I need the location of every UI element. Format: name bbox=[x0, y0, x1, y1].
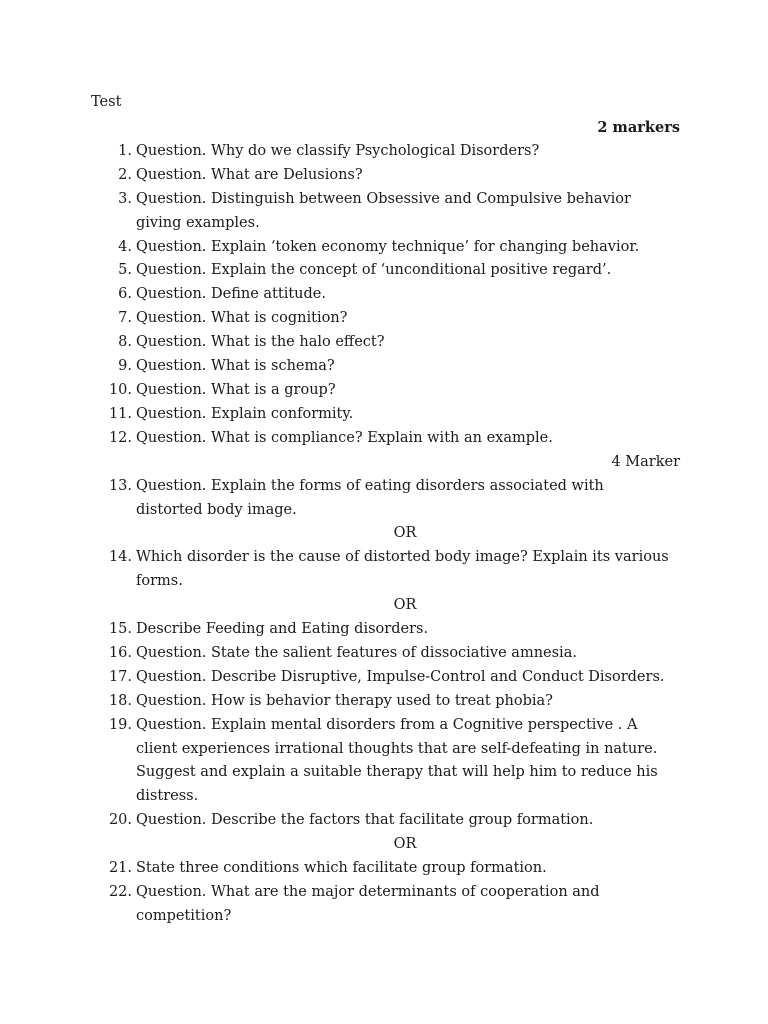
or-separator: OR bbox=[393, 525, 417, 542]
question-item bbox=[100, 164, 680, 188]
question-text: Question. What are the major determinants of cooperation and bbox=[136, 884, 600, 900]
question-text: Question. What is compliance? Explain with an example. bbox=[136, 429, 553, 446]
question-list bbox=[100, 116, 680, 929]
question-item bbox=[100, 236, 680, 260]
question-number: 16. bbox=[108, 644, 132, 661]
question-text: Question. Distinguish between Obsessive and Compulsive behavior bbox=[136, 190, 631, 207]
question-number: 3. bbox=[118, 190, 132, 207]
page-title: Test bbox=[91, 94, 122, 110]
question-number: 2. bbox=[118, 166, 132, 183]
question-text: Question. Explain ‘token economy technique’ for changing behavior. bbox=[136, 238, 640, 255]
section-heading-2-markers: 2 markers bbox=[597, 119, 680, 136]
question-text: Question. What is the halo effect? bbox=[136, 334, 385, 351]
question-text: Question. Describe Disruptive, Impulse-Control and Conduct Disorders. bbox=[136, 668, 665, 685]
question-text: Question. How is behavior therapy used to treat phobia? bbox=[136, 692, 553, 709]
question-text: Question. What are Delusions? bbox=[136, 166, 363, 183]
question-text: competition? bbox=[136, 907, 232, 924]
question-item bbox=[100, 140, 680, 164]
question-item bbox=[100, 427, 680, 451]
question-text: Question. Explain mental disorders from a Cognitive perspective . A bbox=[136, 716, 638, 733]
question-item bbox=[100, 857, 680, 881]
question-text: Question. Explain conformity. bbox=[136, 405, 354, 422]
question-text: forms. bbox=[136, 573, 183, 590]
question-item bbox=[100, 546, 680, 594]
section-heading-4-marker: 4 Marker bbox=[611, 453, 680, 470]
question-text: Question. State the salient features of dissociative amnesia. bbox=[136, 644, 577, 661]
question-text: Question. What is cognition? bbox=[136, 310, 348, 327]
question-item bbox=[100, 690, 680, 714]
question-item bbox=[100, 307, 680, 331]
question-item bbox=[100, 642, 680, 666]
question-text: Question. Why do we classify Psychological Disorders? bbox=[136, 142, 540, 159]
question-item bbox=[100, 188, 680, 236]
question-text: client experiences irrational thoughts that are self-defeating in nature. bbox=[136, 740, 658, 757]
question-text: Which disorder is the cause of distorted body image? Explain its various bbox=[136, 549, 669, 566]
question-number: 22. bbox=[108, 884, 132, 900]
question-number: 15. bbox=[108, 621, 132, 638]
question-number: 17. bbox=[108, 668, 132, 685]
question-text: Question. Explain the concept of ‘unconditional positive regard’. bbox=[136, 262, 612, 279]
question-item bbox=[100, 666, 680, 690]
question-number: 6. bbox=[118, 286, 132, 303]
question-item bbox=[100, 475, 680, 523]
question-item bbox=[100, 618, 680, 642]
question-number: 8. bbox=[118, 334, 132, 351]
or-separator: OR bbox=[393, 597, 417, 614]
question-text: State three conditions which facilitate group formation. bbox=[136, 860, 547, 877]
question-text: distorted body image. bbox=[136, 501, 297, 518]
question-item bbox=[100, 403, 680, 427]
question-number: 19. bbox=[108, 716, 132, 733]
question-text: Question. Describe the factors that facilitate group formation. bbox=[136, 812, 594, 829]
question-number: 4. bbox=[118, 238, 132, 255]
question-number: 13. bbox=[108, 477, 132, 494]
question-text: giving examples. bbox=[136, 214, 260, 231]
question-item bbox=[100, 881, 680, 929]
question-number: 12. bbox=[108, 429, 132, 446]
question-text: Suggest and explain a suitable therapy that will help him to reduce his bbox=[136, 764, 658, 781]
question-item bbox=[100, 331, 680, 355]
question-number: 10. bbox=[108, 381, 132, 398]
question-number: 9. bbox=[118, 358, 132, 375]
question-item bbox=[100, 714, 680, 810]
question-number: 20. bbox=[108, 812, 132, 829]
question-item bbox=[100, 283, 680, 307]
question-item bbox=[100, 809, 680, 833]
question-text: Question. What is schema? bbox=[136, 358, 335, 375]
question-text: Question. Explain the forms of eating disorders associated with bbox=[136, 477, 604, 494]
question-text: Describe Feeding and Eating disorders. bbox=[136, 621, 429, 638]
or-separator: OR bbox=[393, 836, 417, 853]
question-item bbox=[100, 379, 680, 403]
question-text: distress. bbox=[136, 788, 199, 805]
question-number: 21. bbox=[108, 860, 132, 877]
question-text: Question. What is a group? bbox=[136, 381, 336, 398]
question-item bbox=[100, 355, 680, 379]
question-number: 11. bbox=[108, 405, 132, 422]
question-number: 5. bbox=[118, 262, 132, 279]
question-number: 7. bbox=[118, 310, 132, 327]
question-number: 14. bbox=[108, 549, 132, 566]
question-item bbox=[100, 259, 680, 283]
question-number: 1. bbox=[118, 142, 132, 159]
question-number: 18. bbox=[108, 692, 132, 709]
question-text: Question. Define attitude. bbox=[136, 286, 326, 303]
